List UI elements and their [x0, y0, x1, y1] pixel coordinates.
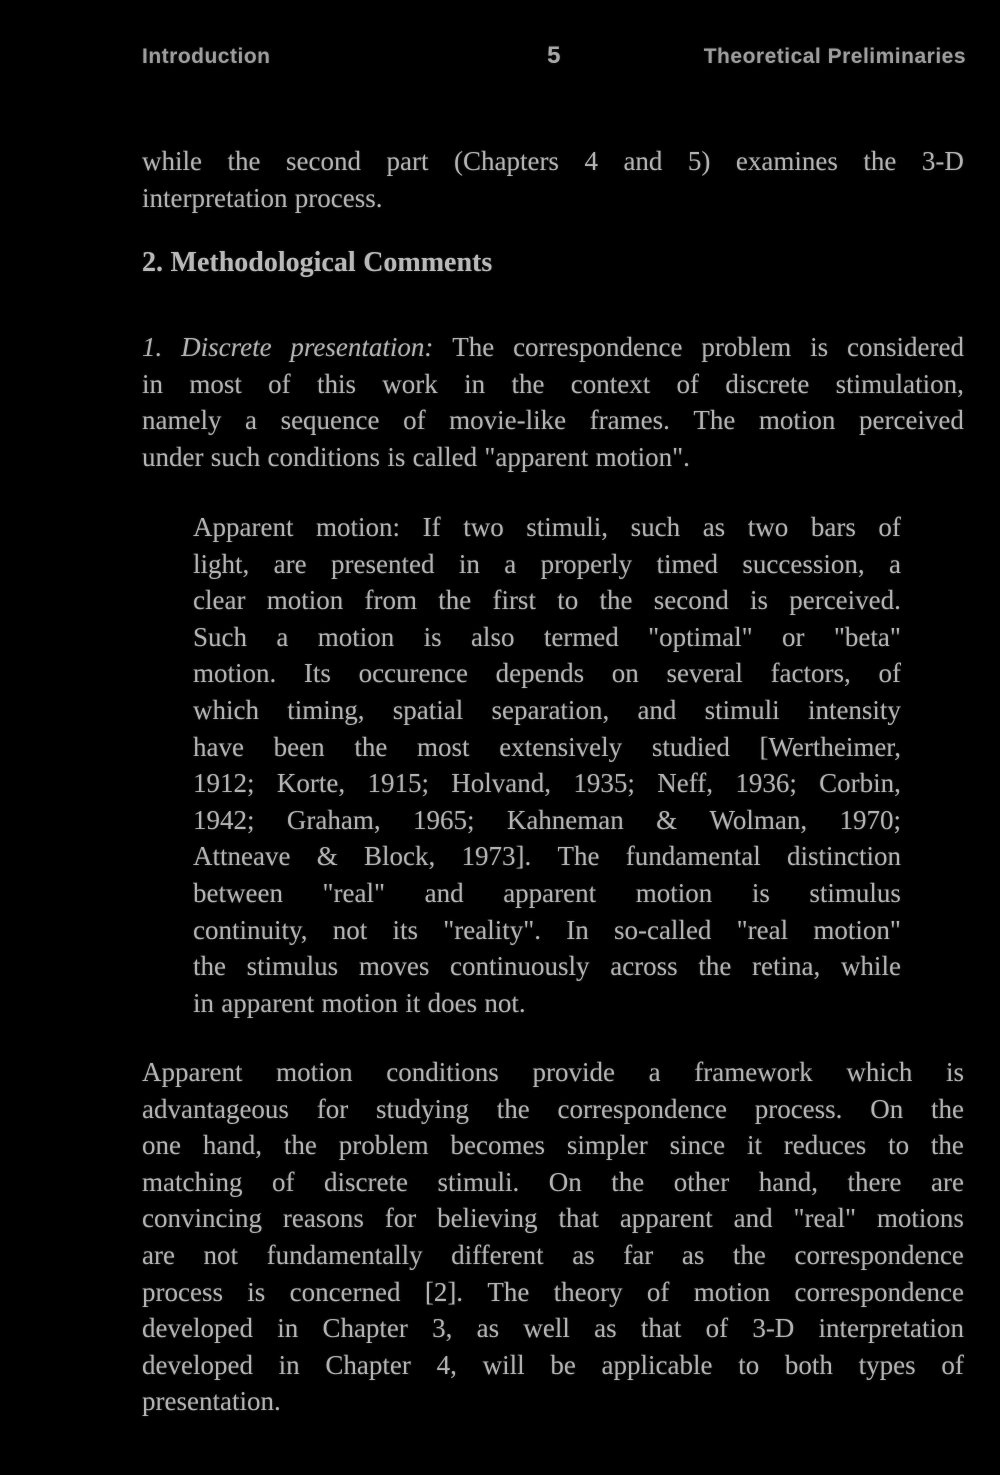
- word: second: [286, 146, 361, 176]
- word: the: [930, 1093, 964, 1124]
- word: Discrete: [181, 332, 272, 362]
- word: reduces: [783, 1130, 867, 1161]
- word: is: [387, 441, 406, 472]
- discrete-presentation-paragraph: [142, 329, 964, 475]
- word: are: [931, 1166, 964, 1197]
- word: not.: [484, 987, 526, 1018]
- word: "real": [322, 877, 386, 908]
- word: movie-like: [449, 405, 567, 436]
- word: Comments: [363, 247, 493, 278]
- word: applicable: [601, 1349, 713, 1380]
- word: as: [702, 512, 726, 542]
- text-line: [142, 1127, 964, 1164]
- word: Graham,: [286, 804, 381, 835]
- word: fundamentally: [266, 1239, 423, 1270]
- word: Neff,: [657, 768, 713, 799]
- word: which: [193, 694, 259, 725]
- word: two: [747, 512, 789, 542]
- text-line: [142, 1383, 964, 1420]
- word: 1915;: [367, 768, 429, 799]
- text-line: [142, 439, 964, 476]
- word: 1965;: [412, 804, 475, 835]
- word: convincing: [142, 1203, 262, 1234]
- word: as: [476, 1313, 500, 1344]
- word: does: [427, 987, 478, 1018]
- page-number: 5: [547, 42, 561, 69]
- word: presentation.: [142, 1386, 281, 1417]
- word: so-called: [613, 914, 712, 945]
- word: The: [452, 332, 495, 362]
- word: for: [316, 1093, 349, 1124]
- word: &: [656, 804, 678, 835]
- word: to: [557, 585, 579, 616]
- text-line: [142, 366, 964, 403]
- text-line: [193, 619, 901, 656]
- word: second: [653, 585, 729, 616]
- word: motion: [693, 1276, 771, 1307]
- text-line: [142, 143, 964, 180]
- word: of: [878, 512, 901, 542]
- word: factors,: [770, 658, 851, 689]
- word: on: [611, 658, 639, 689]
- word: it: [746, 1130, 762, 1161]
- word: 1935;: [573, 768, 635, 799]
- word: Korte,: [276, 768, 346, 799]
- word: the: [863, 146, 897, 176]
- word: "real: [736, 914, 789, 945]
- word: from: [364, 585, 417, 616]
- word: and: [637, 694, 677, 725]
- word: succession,: [742, 548, 865, 579]
- text-line: [193, 582, 901, 619]
- text-line: [142, 1164, 964, 1201]
- text-line: [142, 245, 742, 282]
- word: continuity,: [193, 914, 308, 945]
- word: first: [492, 585, 536, 616]
- word: stimuli,: [526, 512, 609, 542]
- word: is: [247, 1276, 266, 1307]
- word: of: [272, 1166, 295, 1197]
- word: developed: [142, 1349, 253, 1380]
- word: properly: [540, 548, 633, 579]
- word: Wolman,: [709, 804, 808, 835]
- word: to: [888, 1130, 910, 1161]
- word: reasons: [282, 1203, 364, 1234]
- word: problem: [701, 332, 792, 362]
- word: Chapter: [322, 1313, 408, 1344]
- word: termed: [543, 621, 619, 652]
- word: believing: [437, 1203, 538, 1234]
- word: occurence: [358, 658, 468, 689]
- word: as: [572, 1239, 595, 1270]
- word: a: [648, 1057, 661, 1087]
- word: namely: [142, 405, 222, 436]
- word: as: [681, 1239, 705, 1270]
- word: sequence: [280, 405, 380, 436]
- word: between: [193, 877, 283, 908]
- word: be: [550, 1349, 576, 1380]
- text-line: [142, 1274, 964, 1311]
- word: motion".: [595, 441, 690, 472]
- word: under: [142, 441, 204, 472]
- word: developed: [142, 1313, 253, 1344]
- word: stimulus: [809, 877, 901, 908]
- word: correspondence: [794, 1276, 964, 1307]
- word: interpretation: [818, 1313, 964, 1344]
- word: different: [451, 1239, 544, 1270]
- word: moves: [358, 951, 430, 982]
- word: there: [847, 1166, 902, 1197]
- word: of: [878, 658, 901, 689]
- word: types: [858, 1349, 916, 1380]
- word: apparent: [619, 1203, 713, 1234]
- word: advantageous: [142, 1093, 289, 1124]
- intro-paragraph: [142, 143, 964, 216]
- word: as: [594, 1313, 617, 1344]
- word: light,: [193, 548, 250, 579]
- text-line: [193, 875, 901, 912]
- word: continuously: [450, 951, 590, 982]
- word: timed: [656, 548, 718, 579]
- word: in: [278, 1349, 300, 1380]
- word: theory: [553, 1276, 623, 1307]
- word: most: [417, 731, 470, 762]
- text-line: [142, 180, 964, 217]
- running-head-right: Theoretical Preliminaries: [703, 45, 967, 68]
- word: of: [268, 368, 291, 399]
- word: and: [424, 877, 464, 908]
- word: The: [557, 841, 600, 872]
- word: in: [464, 368, 486, 399]
- word: &: [316, 841, 338, 872]
- word: retina,: [752, 951, 821, 982]
- word: while: [142, 146, 202, 176]
- text-line: [193, 985, 901, 1022]
- word: such: [210, 441, 261, 472]
- word: motion: [266, 585, 344, 616]
- word: of: [676, 368, 700, 399]
- word: part: [386, 146, 429, 176]
- text-line: [142, 1310, 964, 1347]
- word: If: [422, 512, 441, 542]
- word: conditions: [386, 1057, 499, 1087]
- word: In: [566, 914, 589, 945]
- word: is: [749, 585, 768, 616]
- word: Apparent: [142, 1057, 243, 1087]
- word: 2.: [142, 247, 163, 278]
- word: the: [698, 951, 732, 982]
- word: process: [142, 1276, 223, 1307]
- word: conditions: [267, 441, 381, 472]
- word: while: [840, 951, 901, 982]
- text-line: [193, 802, 901, 839]
- word: frames.: [589, 405, 670, 436]
- word: becomes: [450, 1130, 545, 1161]
- section-heading: [142, 245, 742, 282]
- word: correspondence: [513, 332, 683, 362]
- word: perceived.: [789, 585, 901, 616]
- word: Kahneman: [506, 804, 624, 835]
- word: this: [316, 368, 356, 399]
- word: hand,: [202, 1130, 263, 1161]
- word: fundamental: [625, 841, 761, 872]
- text-line: [193, 838, 901, 875]
- word: discrete: [324, 1166, 408, 1197]
- word: Corbin,: [819, 768, 901, 799]
- word: will: [482, 1349, 525, 1380]
- word: "apparent: [484, 441, 589, 472]
- word: spatial: [392, 694, 464, 725]
- text-line: [193, 546, 901, 583]
- word: interpretation: [142, 182, 288, 213]
- word: matching: [142, 1166, 243, 1197]
- word: correspondence: [794, 1239, 964, 1270]
- word: for: [384, 1203, 417, 1234]
- word: of: [705, 1313, 729, 1344]
- word: Methodological: [170, 247, 356, 278]
- word: a: [889, 548, 901, 579]
- word: "real": [793, 1203, 857, 1234]
- word: a: [504, 548, 517, 579]
- word: been: [273, 731, 325, 762]
- word: Holvand,: [451, 768, 552, 799]
- word: motions: [876, 1203, 964, 1234]
- word: apparent: [503, 877, 597, 908]
- word: one: [142, 1130, 181, 1161]
- word: examines: [735, 146, 838, 176]
- word: [2].: [424, 1276, 464, 1307]
- word: hand,: [758, 1166, 819, 1197]
- word: the: [438, 585, 472, 616]
- word: "optimal": [648, 621, 753, 652]
- word: motion.: [193, 658, 277, 689]
- word: 3,: [432, 1313, 453, 1344]
- word: in: [458, 548, 480, 579]
- word: (Chapters: [453, 146, 559, 176]
- word: Chapter: [325, 1349, 411, 1380]
- word: motion: [758, 405, 836, 436]
- text-line: [142, 1200, 964, 1237]
- word: intensity: [807, 694, 901, 725]
- word: since: [669, 1130, 726, 1161]
- word: 3-D: [921, 146, 964, 176]
- word: the: [496, 1093, 530, 1124]
- word: simpler: [566, 1130, 648, 1161]
- word: motion: [276, 1057, 353, 1087]
- word: motion": [813, 914, 901, 945]
- word: work: [382, 368, 438, 399]
- word: motion: [321, 987, 399, 1018]
- word: The: [693, 405, 736, 436]
- word: provide: [532, 1057, 615, 1087]
- word: the: [511, 368, 545, 399]
- word: Its: [303, 658, 331, 689]
- word: 3-D: [752, 1313, 795, 1344]
- word: and: [623, 146, 663, 176]
- word: 1942;: [193, 804, 255, 835]
- text-line: [142, 1054, 964, 1091]
- word: of: [941, 1349, 964, 1380]
- word: "reality".: [443, 914, 541, 945]
- word: context: [570, 368, 651, 399]
- word: or: [782, 621, 805, 652]
- apparent-motion-blockquote: [193, 509, 901, 1021]
- word: in: [142, 368, 164, 399]
- word: timing,: [287, 694, 365, 725]
- word: On: [870, 1093, 904, 1124]
- word: a: [245, 405, 258, 436]
- word: is: [810, 332, 829, 362]
- word: not: [332, 914, 368, 945]
- word: several: [666, 658, 743, 689]
- word: 5): [687, 146, 711, 176]
- word: the: [732, 1239, 766, 1270]
- word: are: [273, 548, 307, 579]
- word: that: [558, 1203, 599, 1234]
- word: have: [193, 731, 244, 762]
- word: concerned: [289, 1276, 401, 1307]
- word: the: [354, 731, 388, 762]
- text-line: [193, 655, 901, 692]
- text-line: [142, 1237, 964, 1274]
- word: stimuli: [704, 694, 780, 725]
- word: discrete: [725, 368, 810, 399]
- word: it: [405, 987, 421, 1018]
- word: stimulation,: [835, 368, 964, 399]
- word: On: [548, 1166, 582, 1197]
- text-line: [142, 1091, 964, 1128]
- framework-paragraph: [142, 1054, 964, 1420]
- word: in: [277, 1313, 299, 1344]
- word: far: [623, 1239, 654, 1270]
- word: distinction: [787, 841, 901, 872]
- word: apparent: [221, 987, 315, 1018]
- word: correspondence: [557, 1093, 727, 1124]
- word: separation,: [491, 694, 610, 725]
- text-line: [142, 329, 964, 366]
- word: perceived: [858, 405, 964, 436]
- word: 1936;: [735, 768, 797, 799]
- word: Block,: [364, 841, 436, 872]
- word: the: [599, 585, 633, 616]
- word: problem: [338, 1130, 429, 1161]
- word: Such: [193, 621, 247, 652]
- word: is: [751, 877, 770, 908]
- word: two: [463, 512, 504, 542]
- word: 1.: [142, 332, 163, 362]
- text-line: [193, 765, 901, 802]
- word: considered: [847, 332, 964, 362]
- word: Apparent: [193, 512, 294, 542]
- word: the: [283, 1130, 317, 1161]
- word: its: [392, 914, 418, 945]
- word: such: [630, 512, 681, 542]
- word: process.: [754, 1093, 843, 1124]
- word: the: [930, 1130, 964, 1161]
- word: Attneave: [193, 841, 291, 872]
- word: other: [673, 1166, 730, 1197]
- word: is: [945, 1057, 964, 1087]
- word: and: [733, 1203, 773, 1234]
- word: process.: [294, 182, 383, 213]
- text-line: [142, 1347, 964, 1384]
- word: which: [846, 1057, 913, 1087]
- word: across: [610, 951, 678, 982]
- word: the: [227, 146, 261, 176]
- word: not: [203, 1239, 239, 1270]
- word: clear: [193, 585, 246, 616]
- word: framework: [694, 1057, 813, 1087]
- word: presented: [331, 548, 435, 579]
- text-line: [193, 729, 901, 766]
- word: depends: [495, 658, 585, 689]
- word: both: [784, 1349, 833, 1380]
- word: 1912;: [193, 768, 255, 799]
- word: is: [423, 621, 442, 652]
- word: to: [738, 1349, 760, 1380]
- word: stimulus: [246, 951, 339, 982]
- word: 1973].: [461, 841, 532, 872]
- word: well: [523, 1313, 570, 1344]
- running-head-left: Introduction: [142, 45, 271, 68]
- word: called: [412, 441, 478, 472]
- word: presentation:: [290, 332, 434, 362]
- word: 1970;: [839, 804, 901, 835]
- word: of: [403, 405, 426, 436]
- text-line: [193, 509, 901, 546]
- word: bars: [810, 512, 856, 542]
- word: the: [611, 1166, 645, 1197]
- word: the: [193, 951, 226, 982]
- word: also: [470, 621, 515, 652]
- word: 4,: [436, 1349, 457, 1380]
- word: motion: [317, 621, 395, 652]
- word: motion:: [316, 512, 401, 542]
- word: motion: [635, 877, 713, 908]
- word: 4: [584, 146, 598, 176]
- word: in: [193, 987, 215, 1018]
- word: The: [487, 1276, 530, 1307]
- word: studying: [375, 1093, 469, 1124]
- text-line: [193, 948, 901, 985]
- word: extensively: [499, 731, 623, 762]
- word: are: [142, 1239, 175, 1270]
- word: [Wertheimer,: [759, 731, 901, 762]
- word: a: [276, 621, 289, 652]
- word: stimuli.: [437, 1166, 520, 1197]
- text-line: [193, 912, 901, 949]
- word: studied: [651, 731, 730, 762]
- word: "beta": [833, 621, 901, 652]
- word: of: [646, 1276, 670, 1307]
- text-line: [142, 402, 964, 439]
- running-head: [142, 42, 966, 70]
- text-line: [193, 692, 901, 729]
- word: most: [189, 368, 242, 399]
- word: that: [640, 1313, 682, 1344]
